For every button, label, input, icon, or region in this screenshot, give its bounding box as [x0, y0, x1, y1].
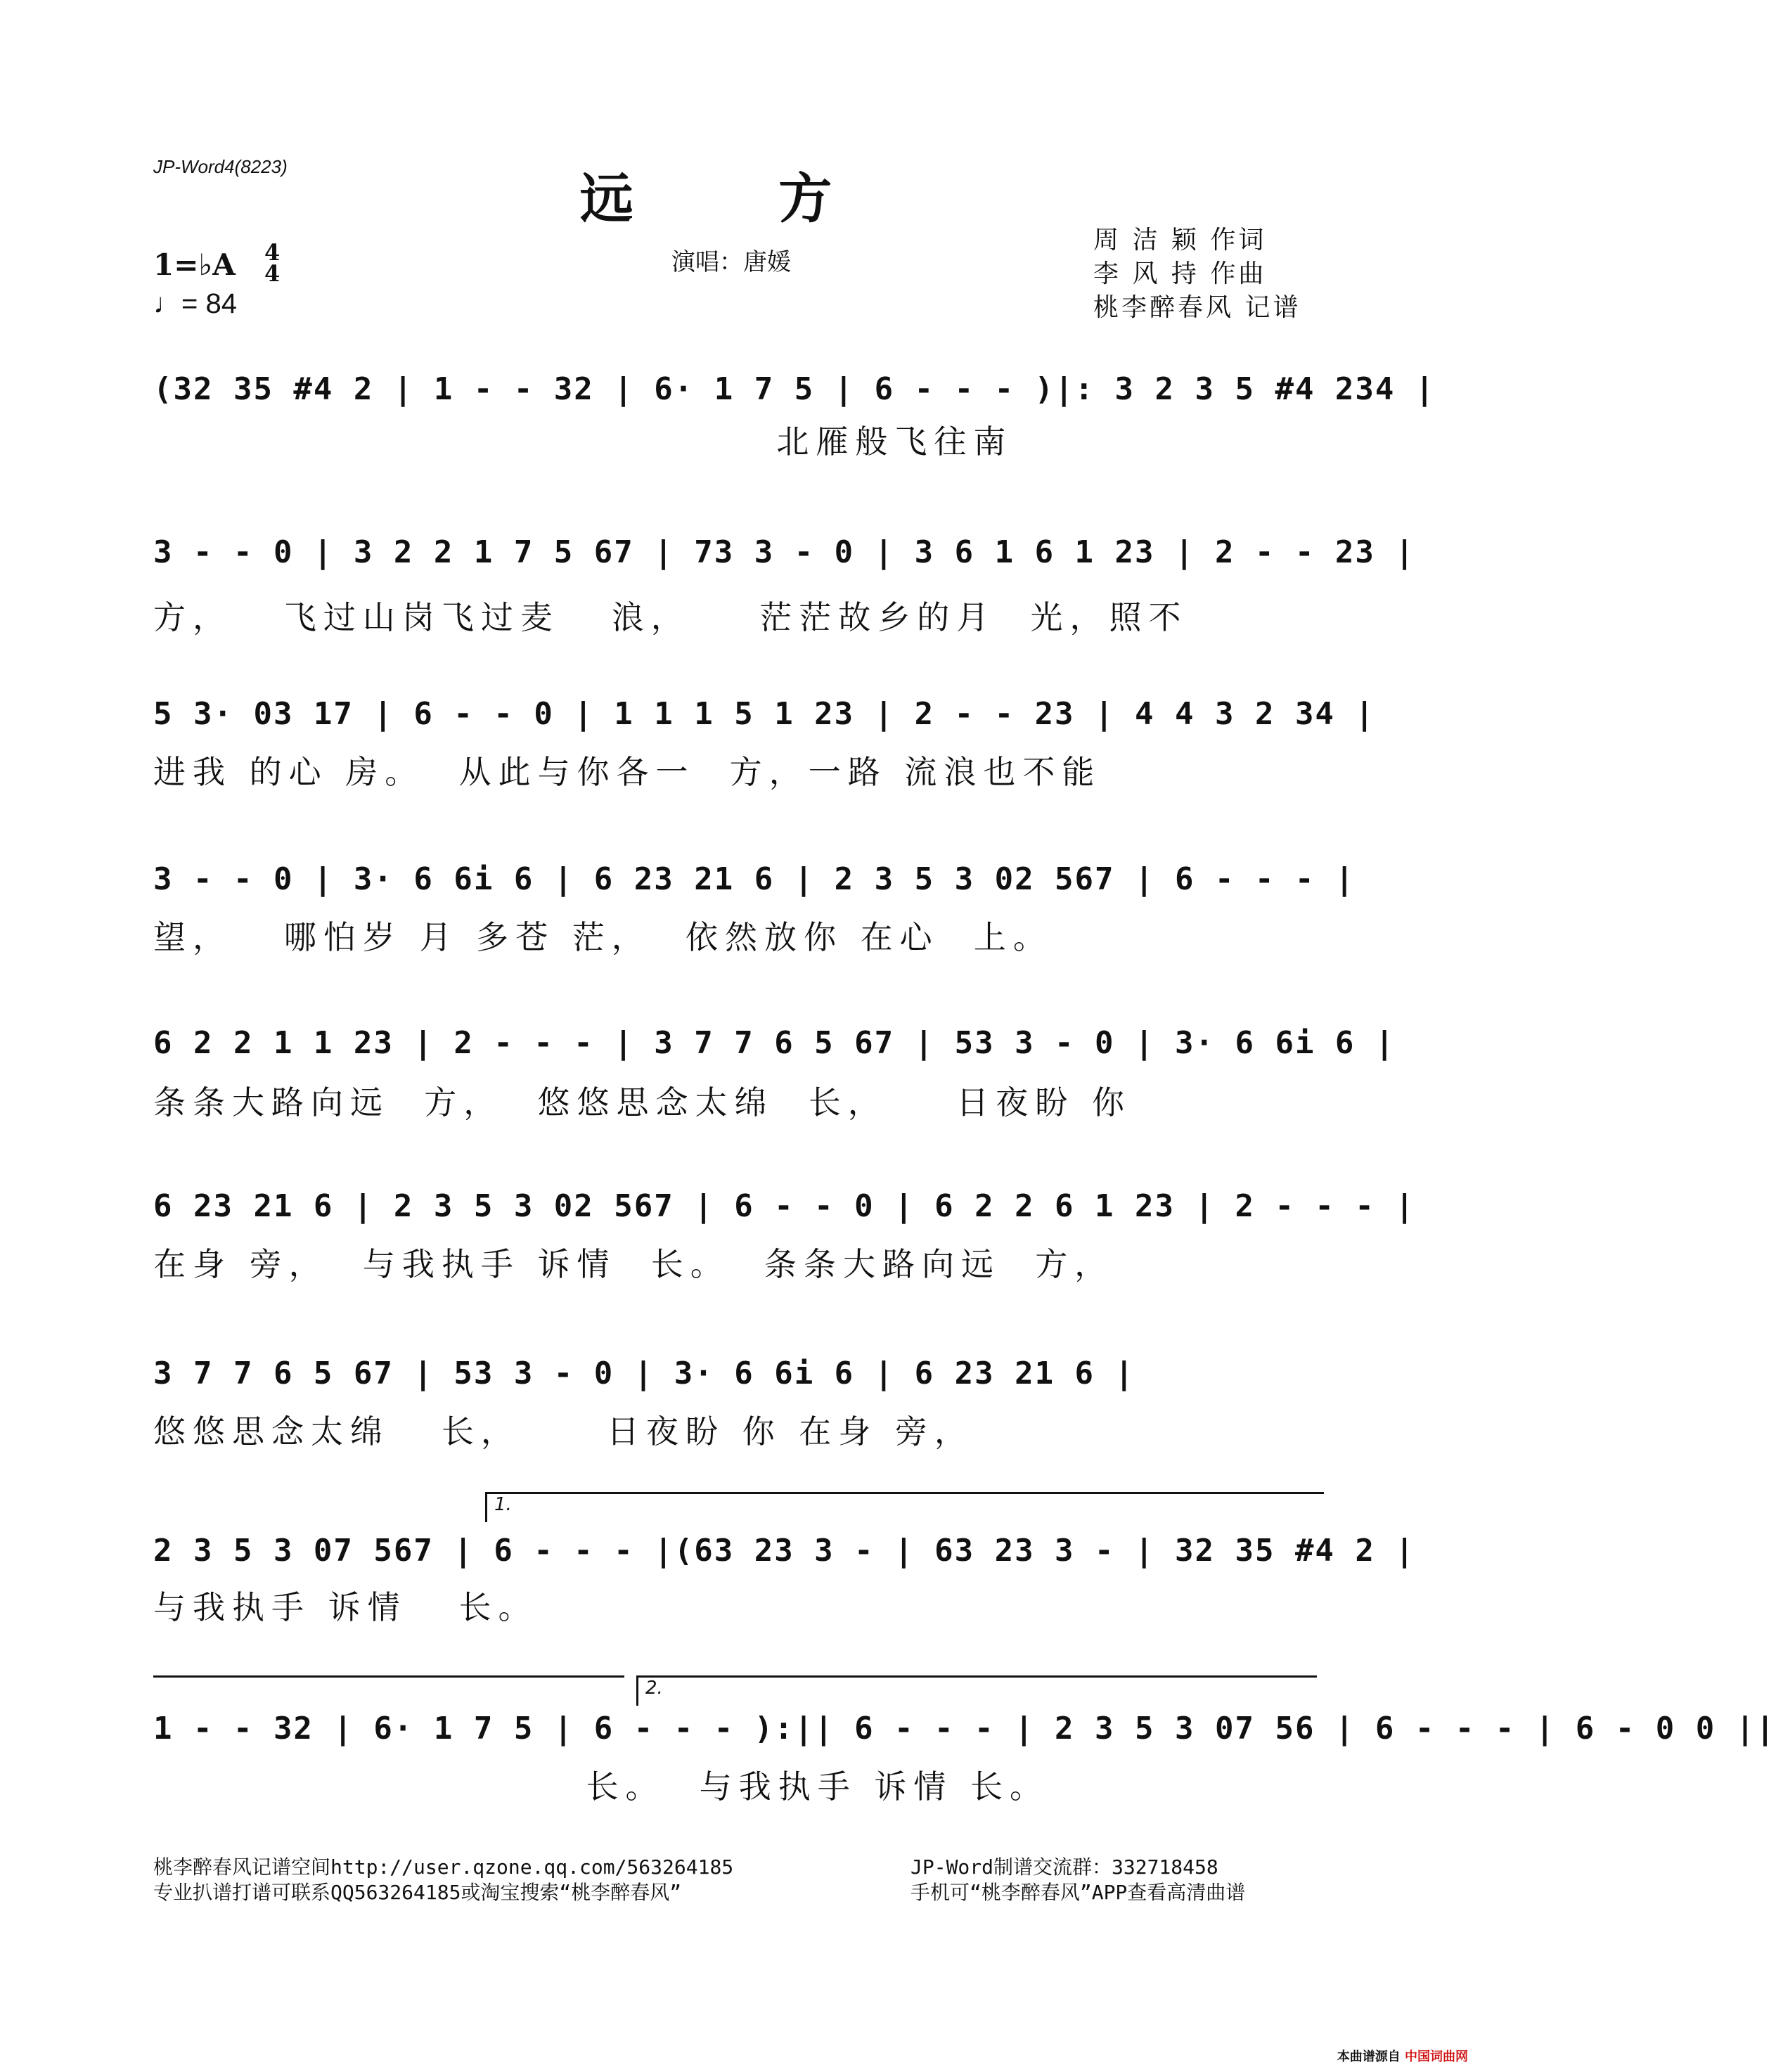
lyric-line-1: 北雁般飞往南 [153, 423, 1013, 461]
song-title: 远 方 [579, 167, 896, 230]
transcriber-credit: 桃李醉春风 记谱 [1093, 293, 1301, 322]
lyric-line-8: 与我执手 诉情 长。 [153, 1588, 538, 1626]
footer-app: 手机可“桃李醉春风”APP查看高清曲谱 [910, 1881, 1246, 1904]
notation-line-2: 3 - - 0 | 3 2 2 1 7 5 67 | 73 3 - 0 | 3 6 1 6 1 23 | 2 - - 23 | [153, 534, 1415, 570]
lyric-line-5: 条条大路向远 方， 悠悠思念太绵 长， 日夜盼 你 [153, 1083, 1131, 1121]
lyric-line-3: 进我 的心 房。 从此与你各一 方，一路 流浪也不能 [153, 753, 1102, 791]
software-label: JP-Word4(8223) [153, 156, 288, 177]
time-signature [264, 239, 281, 287]
notation-line-8: 2 3 5 3 07 567 | 6 - - - |(63 23 3 - | 63 23 3 - | 32 35 #4 2 | [153, 1533, 1415, 1569]
notation-line-7: 3 7 7 6 5 67 | 53 3 - 0 | 3· 6 6i 6 | 6 23 21 6 | [153, 1356, 1135, 1391]
source-site: 中国词曲网 [1405, 2050, 1468, 2064]
singer-credit: 演唱：唐媛 [671, 248, 791, 276]
first-ending-bracket [485, 1492, 1324, 1522]
footer-group: JP-Word制谱交流群：332718458 [910, 1855, 1218, 1879]
tempo-marking: ♩= 84 [153, 288, 237, 319]
key-signature: 1=♭A [153, 247, 236, 282]
lyric-line-6: 在身 旁， 与我执手 诉情 长。 条条大路向远 方， [153, 1245, 1114, 1283]
source-watermark [1337, 2047, 1468, 2065]
lyric-line-2: 方， 飞过山岗飞过麦 浪， 茫茫故乡的月 光，照不 [153, 598, 1188, 636]
notation-line-5: 6 2 2 1 1 23 | 2 - - - | 3 7 7 6 5 67 | 53 3 - 0 | 3· 6 6i 6 | [153, 1025, 1396, 1061]
first-ending-continuation [153, 1675, 624, 1678]
source-label: 本曲谱源自 [1337, 2050, 1401, 2064]
notation-line-1: (32 35 #4 2 | 1 - - 32 | 6· 1 7 5 | 6 - - - )|: 3 2 3 5 #4 234 | [153, 371, 1436, 407]
notation-line-4: 3 - - 0 | 3· 6 6i 6 | 6 23 21 6 | 2 3 5 3 02 567 | 6 - - - | [153, 861, 1356, 897]
second-ending-label: 2. [645, 1678, 663, 1699]
second-ending-bracket [636, 1675, 1317, 1706]
notation-line-6: 6 23 21 6 | 2 3 5 3 02 567 | 6 - - 0 | 6 2 2 6 1 23 | 2 - - - | [153, 1188, 1415, 1224]
footer-qzone: 桃李醉春风记谱空间http://user.qzone.qq.com/563264185 [153, 1855, 734, 1879]
first-ending-label: 1. [494, 1494, 512, 1515]
lyric-line-4: 望， 哪怕岁 月 多苍 茫， 依然放你 在心 上。 [153, 918, 1053, 956]
composer-credit: 李 风 持 作曲 [1093, 259, 1267, 288]
footer-contact: 专业扒谱打谱可联系QQ563264185或淘宝搜索“桃李醉春风” [153, 1881, 682, 1904]
notation-line-3: 5 3· 03 17 | 6 - - 0 | 1 1 1 5 1 23 | 2 - - 23 | 4 4 3 2 34 | [153, 696, 1375, 732]
time-signature-top: 4 [264, 239, 281, 266]
lyricist-credit: 周 洁 颖 作词 [1093, 226, 1267, 255]
lyric-line-7: 悠悠思念太绵 长， 日夜盼 你 在身 旁， [153, 1413, 974, 1450]
notation-line-9: 1 - - 32 | 6· 1 7 5 | 6 - - - ):|| 6 - - - | 2 3 5 3 07 56 | 6 - - - | 6 - 0 0 || [153, 1711, 1776, 1746]
lyric-line-9: 长。 与我执手 诉情 长。 [153, 1768, 1050, 1806]
credits-block [1093, 224, 1301, 325]
time-signature-bottom: 4 [264, 260, 281, 287]
